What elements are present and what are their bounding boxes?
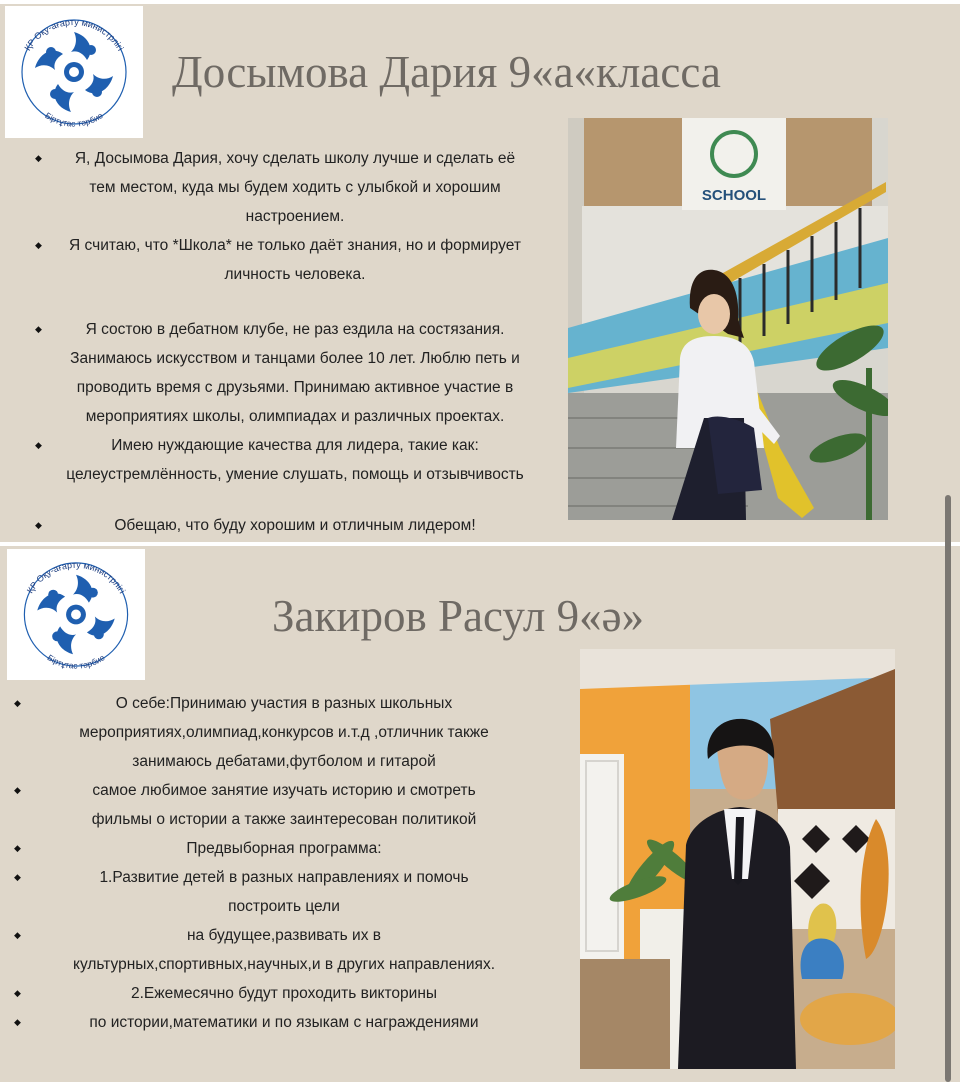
bullet-text: Обещаю, что буду хорошим и отличным лидером! <box>114 517 476 534</box>
bullet-text: Я, Досымова Дария, хочу сделать школу лучше и сделать её <box>74 150 516 167</box>
bullet-line <box>8 776 560 805</box>
svg-text:ҚР Оқу-ағарту министрлігі <box>25 560 127 595</box>
bullet-text: 1.Развитие детей в разных направлениях и помочь <box>99 869 469 886</box>
candidate-bullet-list <box>30 144 560 540</box>
bullet-line <box>30 231 560 260</box>
bullet-text: настроением. <box>245 208 345 225</box>
bullet-line <box>30 373 560 402</box>
bullet-line <box>30 511 560 540</box>
diamond-bullet-icon: ◆ <box>14 930 21 940</box>
bullet-text: личность человека. <box>224 266 366 283</box>
candidate-photo <box>580 649 895 1069</box>
diamond-bullet-icon: ◆ <box>14 1017 21 1027</box>
logo-arc-bottom-text: Біртұтас тәрбие <box>43 110 105 129</box>
bullet-text: по истории,математики и по языкам с награждениями <box>89 1014 479 1031</box>
bullet-text: тем местом, куда мы будем ходить с улыбкой и хорошим <box>89 179 501 196</box>
candidate-photo <box>568 118 888 520</box>
diamond-bullet-icon: ◆ <box>14 872 21 882</box>
bullet-text: самое любимое занятие изучать историю и смотреть <box>92 782 476 799</box>
bullet-text: проводить время с друзьями. Принимаю активное участие в <box>76 379 514 396</box>
bullet-line <box>8 921 560 950</box>
bullet-text: Предвыборная программа: <box>186 840 382 857</box>
bullet-text: О себе:Принимаю участия в разных школьных <box>115 695 453 712</box>
svg-text:Біртұтас тәрбие <box>43 110 105 129</box>
bullet-line <box>8 1008 560 1037</box>
bullet-line <box>30 260 560 289</box>
diamond-bullet-icon: ◆ <box>35 324 42 334</box>
bullet-text: Я считаю, что *Школа* не только даёт знания, но и формирует <box>69 237 521 254</box>
bullet-text: фильмы о истории а также заинтересован политикой <box>91 811 477 828</box>
diamond-bullet-icon: ◆ <box>14 785 21 795</box>
bullet-text: мероприятиях,олимпиад,конкурсов и.т.д ,отличник также <box>79 724 489 741</box>
svg-text:ҚР Оқу-ағарту министрлігі <box>22 17 125 52</box>
bullet-line <box>30 431 560 460</box>
student-in-classroom-photo <box>580 649 895 1069</box>
candidate-slide-2 <box>0 546 960 1082</box>
bullet-text: Имею нуждающие качества для лидера, такие как: <box>111 437 479 454</box>
diamond-bullet-icon: ◆ <box>14 988 21 998</box>
diamond-bullet-icon: ◆ <box>35 520 42 530</box>
bullet-text: мероприятиях школы, олимпиадах и различных проектах. <box>85 408 505 425</box>
ministry-logo <box>5 6 143 138</box>
bullet-text: Я состою в дебатном клубе, не раз ездила на состязания. <box>85 321 505 338</box>
bullet-text: на будущее,развивать их в <box>186 927 381 944</box>
student-on-stairs-photo <box>568 118 888 520</box>
logo-arc-bottom-text: Біртұтас тәрбие <box>45 652 107 671</box>
logo-arc-top-text: ҚР Оқу-ағарту министрлігі <box>22 16 126 53</box>
bullet-line <box>30 402 560 431</box>
bullet-line <box>8 979 560 1008</box>
svg-text:Біртұтас тәрбие <box>46 652 107 670</box>
bullet-line <box>30 344 560 373</box>
bullet-line <box>30 202 560 231</box>
bullet-line <box>8 718 560 747</box>
school-banner-text: SCHOOL <box>701 187 767 204</box>
candidate-bullet-list <box>8 689 560 1037</box>
ornament-logo-icon <box>5 6 143 138</box>
bullet-text: целеустремлённость, умение слушать, помощь и отзывчивость <box>66 466 524 483</box>
bullet-line <box>8 805 560 834</box>
bullet-line <box>8 689 560 718</box>
bullet-text: культурных,спортивных,научных,и в других направлениях. <box>72 956 496 973</box>
bullet-line <box>30 460 560 489</box>
bullet-text: построить цели <box>228 898 340 915</box>
diamond-bullet-icon: ◆ <box>14 843 21 853</box>
diamond-bullet-icon: ◆ <box>35 153 42 163</box>
candidate-slide-1 <box>0 4 960 542</box>
bullet-line <box>8 834 560 863</box>
bullet-line <box>30 144 560 173</box>
logo-arc-top-text: ҚР Оқу-ағарту министрлігі <box>24 559 128 596</box>
bullet-line <box>8 892 560 921</box>
diamond-bullet-icon: ◆ <box>14 698 21 708</box>
bullet-line <box>8 950 560 979</box>
bullet-text: Занимаюсь искусством и танцами более 10 лет. Люблю петь и <box>70 350 520 367</box>
candidate-name-title: Досымова Дария 9«а«класса <box>172 47 721 97</box>
bullet-line <box>30 315 560 344</box>
vertical-scrollbar[interactable] <box>945 495 951 1082</box>
bullet-text: 2.Ежемесячно будут проходить викторины <box>130 985 438 1002</box>
diamond-bullet-icon: ◆ <box>35 440 42 450</box>
bullet-text: занимаюсь дебатами,футболом и гитарой <box>132 753 436 770</box>
bullet-line <box>30 173 560 202</box>
diamond-bullet-icon: ◆ <box>35 240 42 250</box>
bullet-line <box>8 863 560 892</box>
bullet-line <box>8 747 560 776</box>
candidate-name-title: Закиров Расул 9«ә» <box>272 591 645 641</box>
ornament-logo-icon <box>7 549 145 680</box>
ministry-logo <box>7 549 145 680</box>
